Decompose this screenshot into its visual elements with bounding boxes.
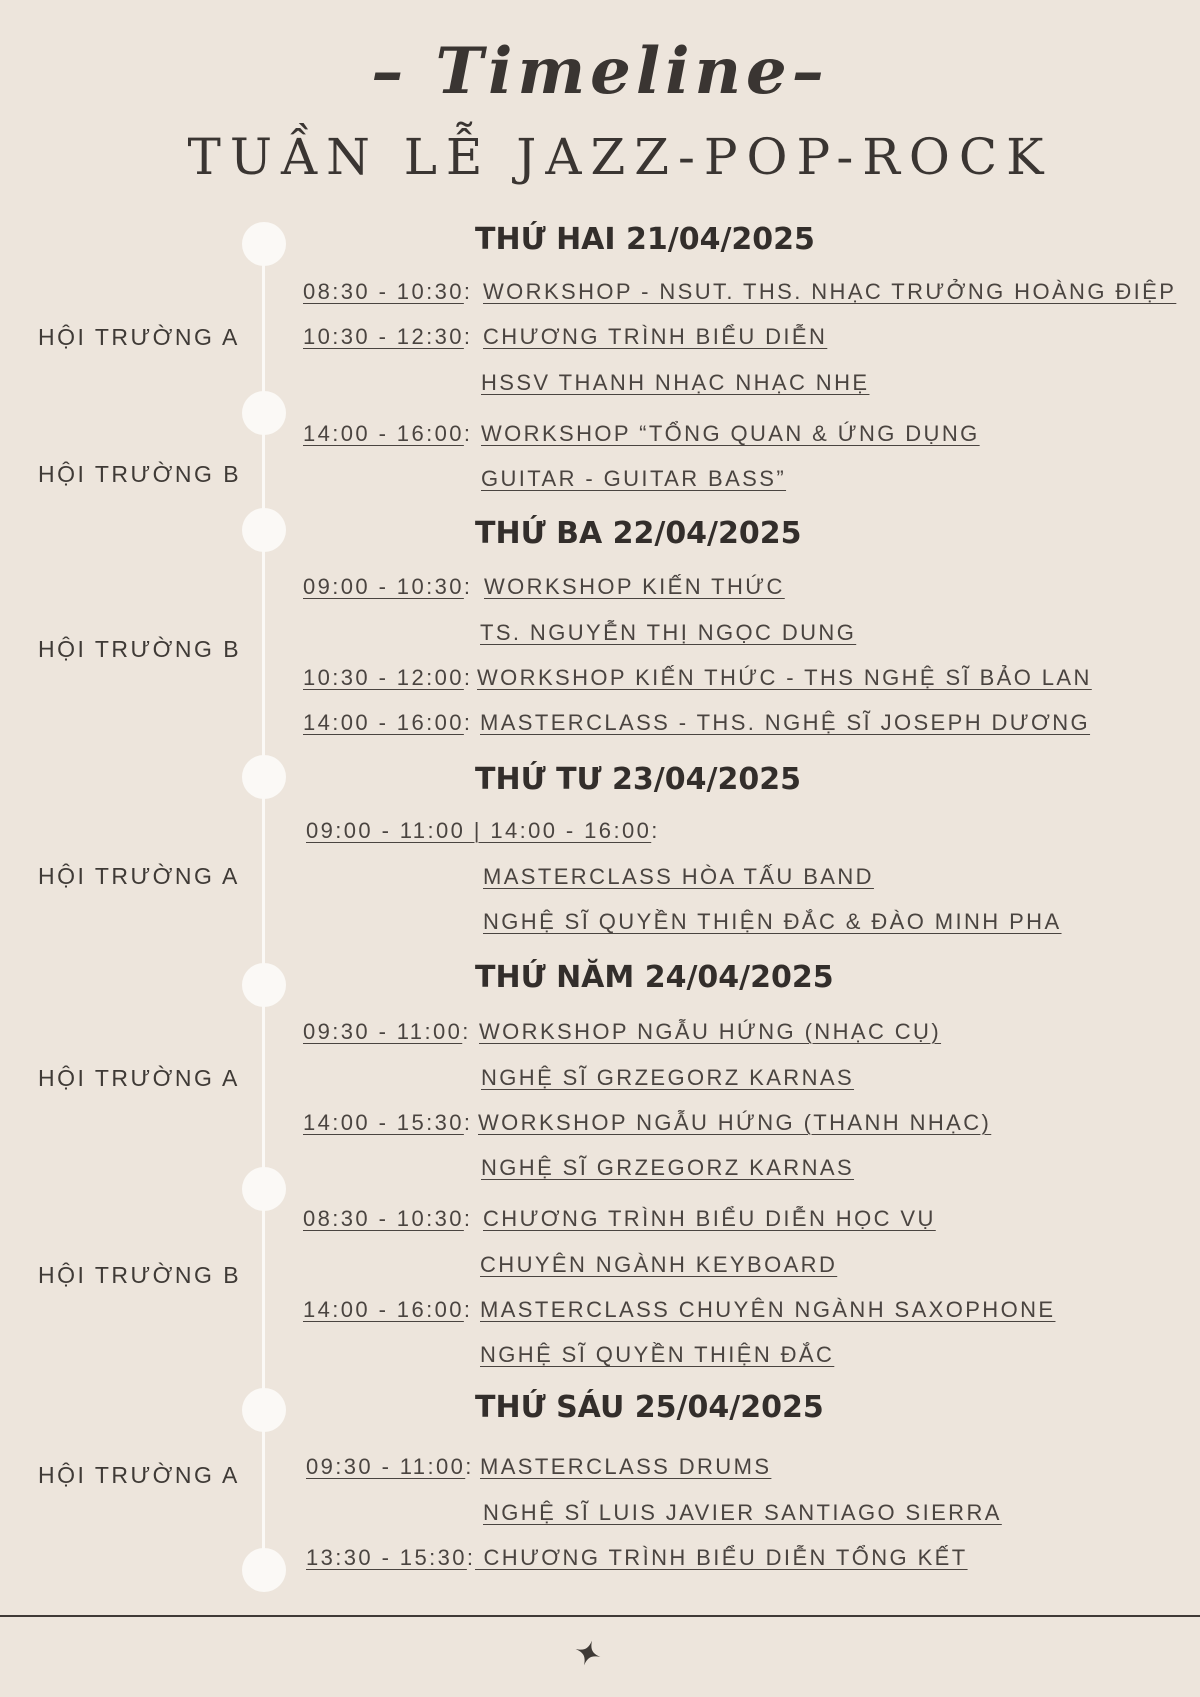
schedule-time: 13:30 - 15:30: bbox=[306, 1545, 476, 1570]
bottom-divider bbox=[0, 1615, 1200, 1617]
schedule-item: TS. NGUYỄN THỊ NGỌC DUNG bbox=[480, 620, 857, 645]
schedule-time: 14:00 - 15:30: bbox=[303, 1110, 473, 1135]
schedule-item: NGHỆ SĨ GRZEGORZ KARNAS bbox=[481, 1065, 855, 1090]
schedule-item: WORKSHOP NGẪU HỨNG (THANH NHẠC) bbox=[478, 1110, 992, 1135]
schedule-time: 14:00 - 16:00: bbox=[303, 710, 473, 735]
hall-label: HỘI TRƯỜNG B bbox=[38, 1262, 242, 1288]
hall-label: HỘI TRƯỜNG A bbox=[38, 1462, 240, 1488]
timeline-dot bbox=[242, 508, 286, 552]
hall-label: HỘI TRƯỜNG A bbox=[38, 863, 240, 889]
schedule-item: WORKSHOP - NSUT. THS. NHẠC TRƯỞNG HOÀNG ĐIỆP bbox=[483, 279, 1177, 304]
schedule-item: CHƯƠNG TRÌNH BIỂU DIỄN HỌC VỤ bbox=[483, 1206, 936, 1231]
schedule-item: WORKSHOP NGẪU HỨNG (NHẠC CỤ) bbox=[479, 1019, 942, 1044]
schedule-time: 14:00 - 16:00: bbox=[303, 1297, 473, 1322]
timeline-dot bbox=[242, 1548, 286, 1592]
schedule-time: 09:00 - 11:00 | 14:00 - 16:00: bbox=[306, 818, 660, 843]
timeline-dot bbox=[242, 755, 286, 799]
timeline-line bbox=[262, 244, 265, 1570]
schedule-item: GUITAR - GUITAR BASS” bbox=[481, 466, 787, 491]
timeline-dot bbox=[242, 1167, 286, 1211]
day-heading-monday: THỨ HAI 21/04/2025 bbox=[475, 222, 815, 257]
schedule-item: MASTERCLASS HÒA TẤU BAND bbox=[483, 864, 874, 889]
hall-label: HỘI TRƯỜNG B bbox=[38, 636, 242, 662]
timeline-dot bbox=[242, 391, 286, 435]
hall-label: HỘI TRƯỜNG B bbox=[38, 461, 242, 487]
schedule-time: 08:30 - 10:30: bbox=[303, 1206, 473, 1231]
hall-label: HỘI TRƯỜNG A bbox=[38, 324, 240, 350]
schedule-item: WORKSHOP KIẾN THỨC - THS NGHỆ SĨ BẢO LAN bbox=[477, 665, 1092, 690]
schedule-time: 10:30 - 12:00: bbox=[303, 665, 473, 690]
day-heading-tuesday: THỨ BA 22/04/2025 bbox=[475, 516, 802, 551]
schedule-item: WORKSHOP “TỔNG QUAN & ỨNG DỤNG bbox=[481, 421, 980, 446]
day-heading-thursday: THỨ NĂM 24/04/2025 bbox=[475, 960, 834, 995]
title-script: – Timeline– bbox=[371, 34, 829, 109]
schedule-item: HSSV THANH NHẠC NHẠC NHẸ bbox=[481, 370, 870, 395]
schedule-time: 10:30 - 12:30: bbox=[303, 324, 473, 349]
timeline-dot bbox=[242, 963, 286, 1007]
schedule-item: NGHỆ SĨ GRZEGORZ KARNAS bbox=[481, 1155, 855, 1180]
timeline-dot bbox=[242, 222, 286, 266]
hall-label: HỘI TRƯỜNG A bbox=[38, 1065, 240, 1091]
schedule-item: NGHỆ SĨ LUIS JAVIER SANTIAGO SIERRA bbox=[483, 1500, 1002, 1525]
schedule-time: 09:30 - 11:00: bbox=[306, 1454, 474, 1479]
schedule-item: MASTERCLASS DRUMS bbox=[480, 1454, 772, 1479]
schedule-item: CHƯƠNG TRÌNH BIỂU DIỄN TỔNG KẾT bbox=[475, 1545, 968, 1570]
schedule-time: 09:30 - 11:00: bbox=[303, 1019, 471, 1044]
schedule-item: CHƯƠNG TRÌNH BIỂU DIỄN bbox=[483, 324, 828, 349]
schedule-time: 14:00 - 16:00: bbox=[303, 421, 473, 446]
schedule-item: WORKSHOP KIẾN THỨC bbox=[484, 574, 785, 599]
schedule-item: MASTERCLASS CHUYÊN NGÀNH SAXOPHONE bbox=[480, 1297, 1056, 1322]
schedule-item: NGHỆ SĨ QUYỀN THIỆN ĐẮC & ĐÀO MINH PHA bbox=[483, 909, 1062, 934]
four-point-sparkle-icon bbox=[575, 1640, 601, 1666]
page-title: TUẦN LỄ JAZZ-POP-ROCK bbox=[187, 128, 1053, 186]
schedule-time: 08:30 - 10:30: bbox=[303, 279, 473, 304]
schedule-item: NGHỆ SĨ QUYỀN THIỆN ĐẮC bbox=[480, 1342, 835, 1367]
timeline-dot bbox=[242, 1388, 286, 1432]
schedule-item: CHUYÊN NGÀNH KEYBOARD bbox=[480, 1252, 838, 1277]
schedule-time: 09:00 - 10:30: bbox=[303, 574, 473, 599]
day-heading-friday: THỨ SÁU 25/04/2025 bbox=[475, 1390, 824, 1425]
schedule-item: MASTERCLASS - THS. NGHỆ SĨ JOSEPH DƯƠNG bbox=[480, 710, 1091, 735]
day-heading-wednesday: THỨ TƯ 23/04/2025 bbox=[475, 762, 801, 797]
